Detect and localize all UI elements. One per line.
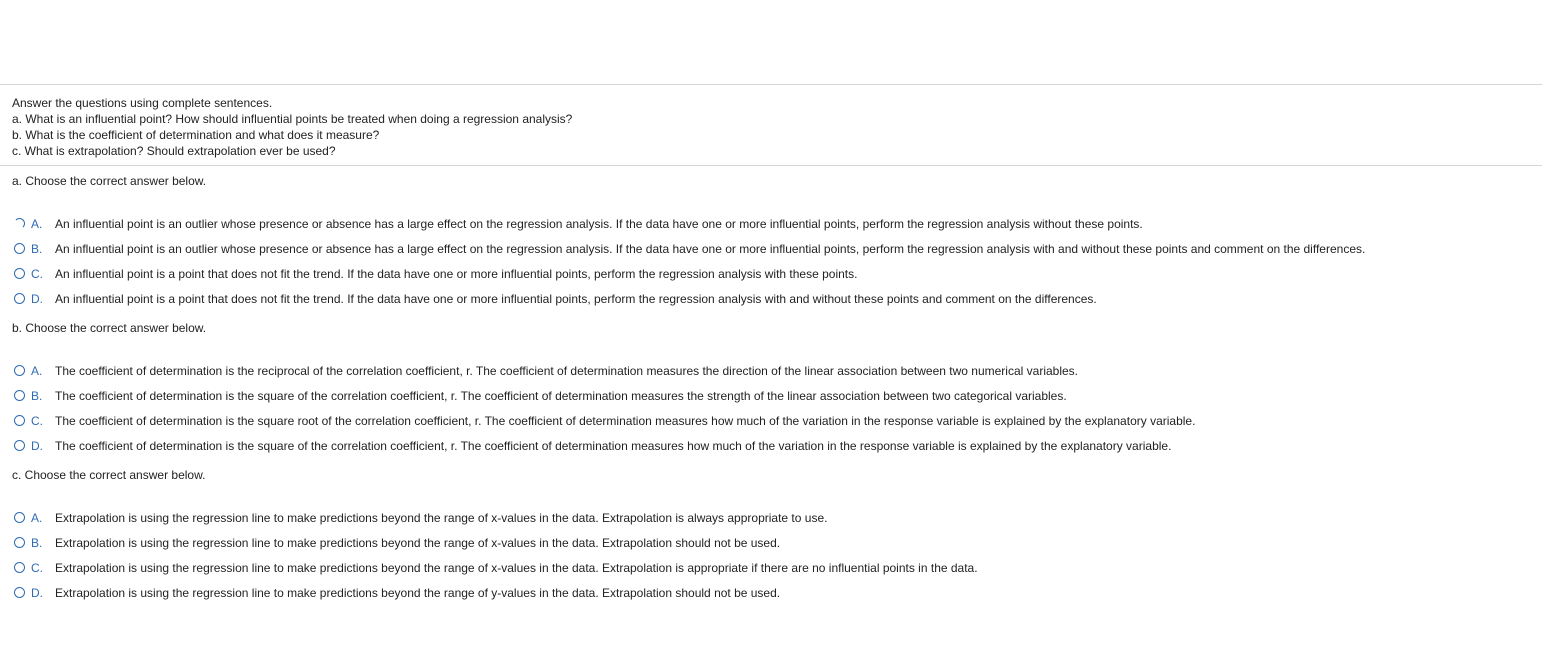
part-a-option-c[interactable]: [14, 261, 1365, 286]
option-text: An influential point is a point that does not fit the trend. If the data have one or more influential points, perform the regression analysis with these points.: [55, 266, 858, 281]
option-letter: B.: [31, 388, 43, 403]
part-a-option-b[interactable]: [14, 236, 1365, 261]
option-letter: A.: [31, 363, 43, 378]
question-part-a: a. What is an influential point? How should influential points be treated when doing a regression analysis?: [12, 112, 573, 126]
radio-icon[interactable]: [14, 218, 25, 229]
option-text: The coefficient of determination is the square of the correlation coefficient, r. The coefficient of determination measures the strength of the linear association between two categorical variables.: [55, 388, 1067, 403]
question-text: [12, 95, 572, 159]
option-letter: D.: [31, 585, 43, 600]
radio-icon[interactable]: [14, 268, 25, 279]
part-c-option-a[interactable]: [14, 505, 978, 530]
part-b-option-c[interactable]: [14, 408, 1195, 433]
option-text: The coefficient of determination is the reciprocal of the correlation coefficient, r. The coefficient of determination measures the direction of the linear association between two numerical variables.: [55, 363, 1078, 378]
option-letter: C.: [31, 413, 43, 428]
part-c-choices: [14, 505, 978, 605]
radio-icon[interactable]: [14, 562, 25, 573]
radio-icon[interactable]: [14, 365, 25, 376]
part-a-option-a[interactable]: [14, 211, 1365, 236]
top-divider: [0, 84, 1542, 85]
radio-icon[interactable]: [14, 243, 25, 254]
option-letter: A.: [31, 216, 43, 231]
part-b-prompt: b. Choose the correct answer below.: [12, 321, 207, 335]
question-intro: Answer the questions using complete sentences.: [12, 96, 273, 110]
option-letter: B.: [31, 241, 43, 256]
radio-icon[interactable]: [14, 512, 25, 523]
question-part-b: b. What is the coefficient of determination and what does it measure?: [12, 128, 380, 142]
radio-icon[interactable]: [14, 390, 25, 401]
part-b-choices: [14, 358, 1195, 458]
part-b-option-d[interactable]: [14, 433, 1195, 458]
part-a-choices: [14, 211, 1365, 311]
radio-icon[interactable]: [14, 440, 25, 451]
option-text: An influential point is a point that does not fit the trend. If the data have one or more influential points, perform the regression analysis with and without these points and comment on the differences.: [55, 291, 1097, 306]
option-letter: C.: [31, 560, 43, 575]
option-text: The coefficient of determination is the square of the correlation coefficient, r. The coefficient of determination measures how much of the variation in the response variable is explained by the explanatory variable.: [55, 438, 1172, 453]
radio-icon[interactable]: [14, 415, 25, 426]
part-c-option-b[interactable]: [14, 530, 978, 555]
option-text: Extrapolation is using the regression line to make predictions beyond the range of y-values in the data. Extrapolation should not be used.: [55, 585, 781, 600]
part-a-prompt: a. Choose the correct answer below.: [12, 174, 207, 188]
radio-icon[interactable]: [14, 587, 25, 598]
part-a-option-d[interactable]: [14, 286, 1365, 311]
option-text: Extrapolation is using the regression line to make predictions beyond the range of x-values in the data. Extrapolation should not be used.: [55, 535, 781, 550]
part-b-option-a[interactable]: [14, 358, 1195, 383]
option-text: Extrapolation is using the regression line to make predictions beyond the range of x-values in the data. Extrapolation is always appropriate to use.: [55, 510, 828, 525]
part-c-option-c[interactable]: [14, 555, 978, 580]
question-part-c: c. What is extrapolation? Should extrapolation ever be used?: [12, 144, 336, 158]
option-text: Extrapolation is using the regression line to make predictions beyond the range of x-values in the data. Extrapolation is appropriate if there are no influential points in the data.: [55, 560, 978, 575]
part-b-option-b[interactable]: [14, 383, 1195, 408]
option-text: An influential point is an outlier whose presence or absence has a large effect on the regression analysis. If the data have one or more influential points, perform the regression analysis with and without these points and comment on the differences.: [55, 241, 1366, 256]
option-text: The coefficient of determination is the square root of the correlation coefficient, r. The coefficient of determination measures how much of the variation in the response variable is explained by the explanatory variable.: [55, 413, 1196, 428]
option-letter: D.: [31, 438, 43, 453]
radio-icon[interactable]: [14, 537, 25, 548]
option-letter: B.: [31, 535, 43, 550]
part-c-option-d[interactable]: [14, 580, 978, 605]
part-c-prompt: c. Choose the correct answer below.: [12, 468, 206, 482]
question-divider: [0, 165, 1542, 166]
radio-icon[interactable]: [14, 293, 25, 304]
option-text: An influential point is an outlier whose presence or absence has a large effect on the regression analysis. If the data have one or more influential points, perform the regression analysis without these points.: [55, 216, 1143, 231]
option-letter: A.: [31, 510, 43, 525]
option-letter: C.: [31, 266, 43, 281]
option-letter: D.: [31, 291, 43, 306]
